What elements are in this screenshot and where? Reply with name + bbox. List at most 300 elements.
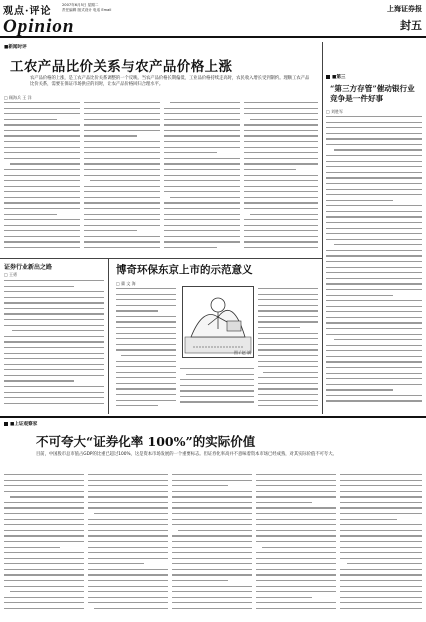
body-text-line xyxy=(172,535,252,536)
body-text-line xyxy=(250,119,318,120)
body-text-line xyxy=(244,102,318,103)
body-text-line xyxy=(256,541,336,542)
masthead xyxy=(0,0,426,38)
body-text-line xyxy=(116,333,176,334)
body-text-line xyxy=(164,124,240,125)
body-text-line xyxy=(164,130,240,131)
body-text-line xyxy=(4,186,80,187)
body-text-line xyxy=(258,394,318,395)
body-text-line xyxy=(4,403,104,404)
body-text-line xyxy=(4,608,84,609)
left-box-tag xyxy=(4,262,52,271)
body-text-line xyxy=(4,147,80,148)
body-text-line xyxy=(340,507,422,508)
body-text-line xyxy=(4,485,84,486)
body-text-line xyxy=(326,389,393,390)
body-text-line xyxy=(326,122,422,123)
body-text-line xyxy=(4,597,84,598)
body-text-line xyxy=(326,183,422,184)
body-text-line xyxy=(116,288,176,289)
body-text-line xyxy=(340,580,422,581)
body-text-line xyxy=(244,186,318,187)
body-text-line xyxy=(258,333,318,334)
body-text-line xyxy=(4,297,104,298)
body-text-line xyxy=(326,194,422,195)
body-text-line xyxy=(340,597,422,598)
body-text-line xyxy=(262,547,336,548)
body-text-line xyxy=(84,230,137,231)
body-text-line xyxy=(84,191,160,192)
body-text-line xyxy=(4,519,84,520)
body-text-line xyxy=(244,163,318,164)
body-text-line xyxy=(164,141,240,142)
cartoon-caption: 图 / 赵 斌 xyxy=(233,350,251,355)
body-text-line xyxy=(334,244,422,245)
body-text-line xyxy=(116,321,176,322)
body-text-line xyxy=(116,310,158,311)
column-divider xyxy=(108,258,109,414)
body-text-line xyxy=(172,496,252,497)
body-text-line xyxy=(4,392,104,393)
body-text-line xyxy=(88,491,168,492)
body-text-line xyxy=(84,186,160,187)
body-text-line xyxy=(172,602,252,603)
feature-body-col3 xyxy=(180,368,254,412)
body-text-line xyxy=(4,364,104,365)
body-text-line xyxy=(4,175,80,176)
body-text-line xyxy=(258,355,318,356)
body-text-line xyxy=(84,102,160,103)
body-text-line xyxy=(258,294,318,295)
body-text-line xyxy=(4,197,80,198)
body-text-line xyxy=(172,586,252,587)
body-text-line xyxy=(116,372,176,373)
body-text-line xyxy=(84,214,160,215)
body-text-line xyxy=(244,175,318,176)
body-text-line xyxy=(258,400,318,401)
body-text-line xyxy=(88,507,168,508)
body-text-line xyxy=(326,250,422,251)
body-text-line xyxy=(4,291,104,292)
body-text-line xyxy=(180,385,254,386)
body-text-line xyxy=(340,608,422,609)
body-text-line xyxy=(180,368,254,369)
body-text-line xyxy=(172,580,228,581)
body-text-line xyxy=(180,390,254,391)
body-text-line xyxy=(4,580,84,581)
body-text-line xyxy=(4,602,84,603)
body-text-line xyxy=(326,200,393,201)
body-text-line xyxy=(244,236,318,237)
body-text-line xyxy=(4,358,104,359)
body-text-line xyxy=(326,144,422,145)
body-text-line xyxy=(258,388,318,389)
body-text-line xyxy=(256,519,336,520)
body-text-line xyxy=(326,278,422,279)
lead-story-tag-text: ■新闻时评 xyxy=(4,45,27,50)
body-text-line xyxy=(244,113,318,114)
body-text-line xyxy=(4,353,104,354)
body-text-line xyxy=(164,152,217,153)
body-text-line xyxy=(164,163,240,164)
body-text-line xyxy=(88,519,168,520)
body-text-line xyxy=(4,375,104,376)
body-text-line xyxy=(116,377,176,378)
left-box-body xyxy=(4,280,104,412)
body-text-line xyxy=(4,180,80,181)
body-text-line xyxy=(244,197,318,198)
body-text-line xyxy=(256,513,336,514)
body-text-line xyxy=(84,163,160,164)
body-text-line xyxy=(180,379,254,380)
body-text-line xyxy=(340,496,422,497)
body-text-line xyxy=(326,166,422,167)
masthead-info xyxy=(62,3,322,13)
body-text-line xyxy=(244,180,318,181)
body-text-line xyxy=(244,225,318,226)
body-text-line xyxy=(164,225,240,226)
body-text-line xyxy=(326,317,422,318)
lead-story-byline: □ 顾海兵 王 洋 xyxy=(4,95,32,100)
body-text-line xyxy=(326,328,422,329)
body-text-line xyxy=(258,366,318,367)
body-text-line xyxy=(84,141,160,142)
section-divider xyxy=(0,258,322,259)
body-text-line xyxy=(4,563,84,564)
body-text-line xyxy=(164,202,240,203)
body-text-line xyxy=(172,574,252,575)
body-text-line xyxy=(258,327,300,328)
body-text-line xyxy=(4,152,80,153)
bottom-lead: 目前，中国股市总市值占GDP的比重已超过100%，这是资本市场发展的一个重要标志。但证券化率高并不意味着资本市场已经成熟，对其实际价值不可夸大。 xyxy=(36,452,337,457)
lead-story-body-col3 xyxy=(164,102,240,254)
body-text-line xyxy=(84,130,160,131)
body-text-line xyxy=(164,113,240,114)
body-text-line xyxy=(258,310,318,311)
section-divider xyxy=(0,416,426,418)
body-text-line xyxy=(326,233,422,234)
body-text-line xyxy=(340,535,422,536)
body-text-line xyxy=(84,158,160,159)
body-text-line xyxy=(88,502,168,503)
body-text-line xyxy=(256,591,336,592)
body-text-line xyxy=(326,283,422,284)
body-text-line xyxy=(256,574,336,575)
body-text-line xyxy=(186,374,254,375)
body-text-line xyxy=(258,361,318,362)
body-text-line xyxy=(172,502,252,503)
body-text-line xyxy=(94,608,168,609)
body-text-line xyxy=(256,552,336,553)
body-text-line xyxy=(4,558,84,559)
lead-story-tag xyxy=(4,44,27,50)
body-text-line xyxy=(340,586,422,587)
body-text-line xyxy=(94,513,168,514)
body-text-line xyxy=(88,558,168,559)
body-text-line xyxy=(4,513,84,514)
body-text-line xyxy=(172,591,252,592)
body-text-line xyxy=(326,133,422,134)
body-text-line xyxy=(326,155,422,156)
section-title-cn: 观点·评论 xyxy=(3,6,52,17)
body-text-line xyxy=(4,369,104,370)
body-text-line xyxy=(326,345,422,346)
body-text-line xyxy=(340,541,422,542)
body-text-line xyxy=(4,169,80,170)
body-text-line xyxy=(164,135,240,136)
body-text-line xyxy=(256,530,336,531)
body-text-line xyxy=(172,547,252,548)
body-text-line xyxy=(116,327,176,328)
body-text-line xyxy=(116,388,176,389)
body-text-line xyxy=(164,247,217,248)
body-text-line xyxy=(4,219,80,220)
body-text-line xyxy=(172,597,252,598)
masthead-editors: 责任编辑 版式设计 电话 Email xyxy=(62,8,112,12)
body-text-line xyxy=(172,563,252,564)
masthead-right xyxy=(387,4,422,33)
body-text-line xyxy=(340,569,422,570)
body-text-line xyxy=(4,247,80,248)
body-text-line xyxy=(4,308,104,309)
body-text-line xyxy=(244,230,318,231)
body-text-line xyxy=(326,361,422,362)
body-text-line xyxy=(334,339,422,340)
body-text-line xyxy=(326,177,422,178)
body-text-line xyxy=(84,202,160,203)
body-text-line xyxy=(244,241,318,242)
body-text-line xyxy=(326,138,422,139)
body-text-line xyxy=(172,507,252,508)
body-text-line xyxy=(244,202,318,203)
lead-story-body-col4 xyxy=(244,102,318,254)
body-text-line xyxy=(164,186,240,187)
body-text-line xyxy=(4,102,80,103)
body-text-line xyxy=(10,496,84,497)
body-text-line xyxy=(12,330,104,331)
body-text-line xyxy=(172,474,252,475)
body-text-line xyxy=(4,313,104,314)
body-text-line xyxy=(244,152,318,153)
body-text-line xyxy=(164,230,240,231)
body-text-line xyxy=(164,214,240,215)
body-text-line xyxy=(116,344,176,345)
body-text-line xyxy=(326,295,393,296)
body-text-line xyxy=(4,530,84,531)
body-text-line xyxy=(4,124,80,125)
left-box-tag-text: 证券行业新出之路 xyxy=(4,264,53,271)
body-text-line xyxy=(340,502,422,503)
body-text-line xyxy=(244,124,318,125)
body-text-line xyxy=(4,280,104,281)
body-text-line xyxy=(4,119,57,120)
bottom-body-col1 xyxy=(4,474,84,618)
body-text-line xyxy=(258,316,318,317)
body-text-line xyxy=(4,241,80,242)
body-text-line xyxy=(116,305,176,306)
body-text-line xyxy=(116,405,158,406)
body-text-line xyxy=(121,355,176,356)
body-text-line xyxy=(256,569,336,570)
body-text-line xyxy=(326,322,422,323)
body-text-line xyxy=(340,524,422,525)
body-text-line xyxy=(4,141,80,142)
body-text-line xyxy=(256,507,336,508)
body-text-line xyxy=(84,108,160,109)
body-text-line xyxy=(4,552,84,553)
body-text-line xyxy=(326,222,422,223)
body-text-line xyxy=(340,530,422,531)
body-text-line xyxy=(164,180,240,181)
body-text-line xyxy=(84,208,160,209)
body-text-line xyxy=(258,288,318,289)
body-text-line xyxy=(88,485,168,486)
body-text-line xyxy=(4,474,84,475)
feature-byline: □ 冀 文 海 xyxy=(116,281,136,286)
body-text-line xyxy=(164,191,240,192)
body-text-line xyxy=(4,586,84,587)
body-text-line xyxy=(164,169,240,170)
body-text-line xyxy=(340,574,422,575)
body-text-line xyxy=(172,480,252,481)
sidebar-body xyxy=(326,116,422,412)
body-text-line xyxy=(172,513,252,514)
body-text-line xyxy=(4,225,80,226)
body-text-line xyxy=(4,547,60,548)
body-text-line xyxy=(4,380,74,381)
body-text-line xyxy=(116,366,176,367)
body-text-line xyxy=(4,541,84,542)
lead-story-body-col1 xyxy=(4,102,80,254)
body-text-line xyxy=(88,480,168,481)
body-text-line xyxy=(326,306,422,307)
body-text-line xyxy=(164,208,240,209)
body-text-line xyxy=(258,344,318,345)
body-text-line xyxy=(116,400,176,401)
body-text-line xyxy=(170,102,240,103)
body-text-line xyxy=(88,552,168,553)
body-text-line xyxy=(326,127,422,128)
body-text-line xyxy=(258,305,318,306)
bottom-tag xyxy=(4,421,37,427)
body-text-line xyxy=(244,141,318,142)
square-bullet-icon xyxy=(4,422,8,426)
body-text-line xyxy=(164,236,240,237)
body-text-line xyxy=(256,535,336,536)
body-text-line xyxy=(4,347,104,348)
body-text-line xyxy=(84,236,160,237)
body-text-line xyxy=(4,569,84,570)
body-text-line xyxy=(164,219,240,220)
body-text-line xyxy=(326,267,422,268)
body-text-line xyxy=(326,161,422,162)
body-text-line xyxy=(4,336,104,337)
body-text-line xyxy=(340,513,422,514)
body-text-line xyxy=(326,300,422,301)
cartoon-illustration xyxy=(182,286,254,358)
body-text-line xyxy=(84,197,160,198)
body-text-line xyxy=(164,158,240,159)
body-text-line xyxy=(256,602,336,603)
body-text-line xyxy=(84,219,160,220)
body-text-line xyxy=(256,608,336,609)
cartoon-drawing xyxy=(183,287,253,357)
body-text-line xyxy=(84,247,160,248)
sidebar-tag xyxy=(326,74,346,80)
body-text-line xyxy=(116,349,176,350)
square-bullet-icon xyxy=(326,75,330,79)
body-text-line xyxy=(340,602,422,603)
body-text-line xyxy=(326,378,422,379)
body-text-line xyxy=(340,474,422,475)
body-text-line xyxy=(88,597,168,598)
body-text-line xyxy=(256,502,312,503)
body-text-line xyxy=(256,580,336,581)
body-text-line xyxy=(258,377,318,378)
body-text-line xyxy=(326,239,422,240)
body-text-line xyxy=(4,230,80,231)
masthead-date: 2007年6月5日 星期二 xyxy=(62,3,99,7)
body-text-line xyxy=(326,373,422,374)
body-text-line xyxy=(256,563,336,564)
body-text-line xyxy=(4,130,80,131)
body-text-line xyxy=(4,502,84,503)
lead-story-headline: 工农产品比价关系与农产品价格上涨 xyxy=(10,59,233,75)
body-text-line xyxy=(4,286,74,287)
bottom-body-col4 xyxy=(256,474,336,618)
body-text-line xyxy=(258,405,318,406)
body-text-line xyxy=(326,334,422,335)
body-text-line xyxy=(326,311,422,312)
body-text-line xyxy=(4,158,80,159)
body-text-line xyxy=(256,597,312,598)
body-text-line xyxy=(116,299,176,300)
body-text-line xyxy=(4,214,57,215)
body-text-line xyxy=(172,519,252,520)
body-text-line xyxy=(4,135,80,136)
body-text-line xyxy=(84,147,160,148)
body-text-line xyxy=(256,496,336,497)
body-text-line xyxy=(326,395,422,396)
left-box-byline: □ 王勇 xyxy=(4,272,18,277)
body-text-line xyxy=(88,535,168,536)
body-text-line xyxy=(88,602,168,603)
body-text-line xyxy=(244,158,318,159)
body-text-line xyxy=(340,485,422,486)
column-divider xyxy=(322,42,323,414)
bottom-tag-text: ■上证观察家 xyxy=(10,422,38,427)
body-text-line xyxy=(116,394,176,395)
body-text-line xyxy=(256,558,336,559)
body-text-line xyxy=(170,197,240,198)
body-text-line xyxy=(116,294,176,295)
body-text-line xyxy=(88,563,144,564)
body-text-line xyxy=(88,586,168,587)
body-text-line xyxy=(164,175,240,176)
body-text-line xyxy=(4,202,80,203)
body-text-line xyxy=(172,524,252,525)
body-text-line xyxy=(178,530,252,531)
body-text-line xyxy=(88,474,168,475)
body-text-line xyxy=(250,214,318,215)
body-text-line xyxy=(4,302,104,303)
body-text-line xyxy=(4,108,80,109)
body-text-line xyxy=(84,119,160,120)
body-text-line xyxy=(244,130,318,131)
body-text-line xyxy=(4,397,104,398)
sidebar-tag-text: ■第三 xyxy=(332,75,346,80)
body-text-line xyxy=(4,524,84,525)
